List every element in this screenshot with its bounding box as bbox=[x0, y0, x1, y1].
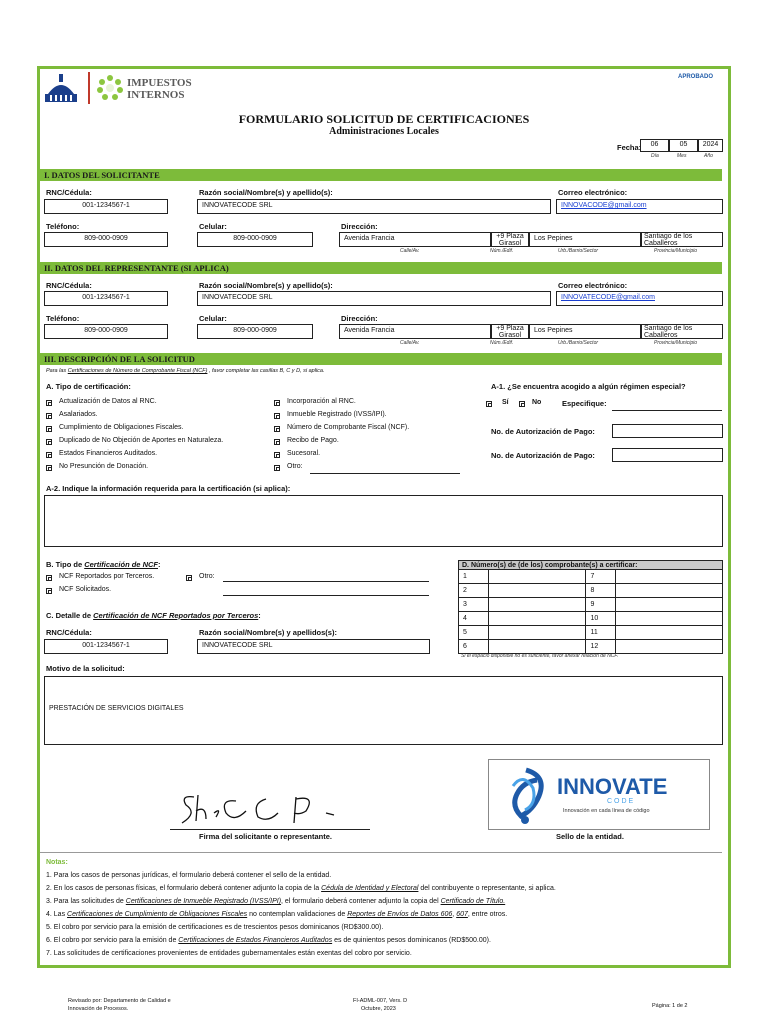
ncf-row bbox=[459, 626, 723, 640]
a-mid-5-label: Sucesoral. bbox=[287, 450, 321, 457]
stamp-sub: CODE bbox=[607, 798, 636, 805]
footer-revised-1: Revisado por: Departamento de Calidad e bbox=[68, 998, 171, 1004]
note-3c: , el formulario deberá contener adjunto la copia del bbox=[281, 898, 439, 905]
a-mid-2-checkbox[interactable] bbox=[274, 413, 280, 419]
footer-revised-2: Innovación de Procesos. bbox=[68, 1006, 129, 1012]
s2-prov-caption: Provincia/Municipio bbox=[654, 340, 698, 346]
fecha-day[interactable]: 06 bbox=[640, 139, 669, 152]
no-checkbox[interactable] bbox=[519, 401, 525, 407]
s2-razon-label: Razón social/Nombre(s) y apellido(s): bbox=[199, 281, 333, 290]
b-otro-label: Otro: bbox=[199, 573, 215, 580]
note-6 bbox=[46, 937, 491, 944]
s2-tel-field[interactable]: 809-000-0909 bbox=[44, 324, 168, 339]
ncf-number: 3 bbox=[459, 598, 489, 612]
ncf-number: 8 bbox=[586, 584, 616, 598]
fecha-year-caption: Año bbox=[704, 153, 713, 159]
s3-note bbox=[46, 368, 325, 374]
note-3 bbox=[46, 898, 505, 905]
fecha-month[interactable]: 05 bbox=[669, 139, 698, 152]
ncf-row bbox=[459, 612, 723, 626]
s1-razon-field[interactable]: INNOVATECODE SRL bbox=[197, 199, 551, 214]
b-opt-2-label: NCF Solicitados. bbox=[59, 586, 112, 593]
ncf-number: 2 bbox=[459, 584, 489, 598]
fecha-day-caption: Día bbox=[651, 153, 659, 159]
ncf-input[interactable] bbox=[488, 612, 586, 626]
si-checkbox[interactable] bbox=[486, 401, 492, 407]
s1-tel-field[interactable]: 809-000-0909 bbox=[44, 232, 168, 247]
c-link: Certificación de NCF Reportados por Terceros bbox=[93, 611, 259, 620]
form-subtitle: Administraciones Locales bbox=[329, 126, 439, 137]
a-left-1-checkbox[interactable] bbox=[46, 400, 52, 406]
s2-prov-field[interactable]: Santiago de los Caballeros bbox=[641, 324, 723, 339]
logo-text-1: IMPUESTOS bbox=[127, 77, 192, 89]
b-otro-line-2[interactable] bbox=[223, 595, 429, 596]
s1-num-field[interactable]: +9 Plaza Girasol bbox=[491, 232, 529, 247]
a-left-4-checkbox[interactable] bbox=[46, 439, 52, 445]
ncf-input[interactable] bbox=[616, 640, 723, 654]
a-left-3-checkbox[interactable] bbox=[46, 426, 52, 432]
b-opt-1-label: NCF Reportados por Terceros. bbox=[59, 573, 155, 580]
ncf-input[interactable] bbox=[488, 570, 586, 584]
s1-calle-field[interactable]: Avenida Francia bbox=[339, 232, 491, 247]
footer-page: Página: 1 de 2 bbox=[652, 1003, 688, 1009]
note-4g: , entre otros. bbox=[467, 911, 508, 918]
logo-text-2: INTERNOS bbox=[127, 89, 185, 101]
approved-label: APROBADO bbox=[678, 74, 714, 80]
s2-tel-label: Teléfono: bbox=[46, 314, 80, 323]
a-otro-line bbox=[310, 473, 460, 474]
a-label: A. Tipo de certificación: bbox=[46, 382, 131, 391]
ncf-input[interactable] bbox=[616, 612, 723, 626]
note-6a: 6. El cobro por servicio para la emisión de bbox=[46, 937, 177, 944]
dgii-logo-icon bbox=[96, 74, 124, 102]
note-3a: 3. Para las solicitudes de bbox=[46, 898, 124, 905]
a-mid-6-label: Otro: bbox=[287, 463, 303, 470]
note-4a: 4. Las bbox=[46, 911, 66, 918]
s2-urb-field[interactable]: Los Pepines bbox=[529, 324, 641, 339]
s1-prov-caption: Provincia/Municipio bbox=[654, 248, 698, 254]
aut2-field[interactable] bbox=[612, 448, 723, 462]
ncf-input[interactable] bbox=[616, 584, 723, 598]
ncf-number: 11 bbox=[586, 626, 616, 640]
especifique-label: Especifique: bbox=[562, 399, 607, 408]
s1-prov-field[interactable]: Santiago de los Caballeros bbox=[641, 232, 723, 247]
ncf-row bbox=[459, 584, 723, 598]
d-header: D. Número(s) de (de los) comprobante(s) a certificar: bbox=[458, 560, 723, 570]
s2-cel-field[interactable]: 809-000-0909 bbox=[197, 324, 313, 339]
c-rnc-field[interactable]: 001-1234567-1 bbox=[44, 639, 168, 654]
s1-num-caption: Núm./Edif. bbox=[490, 248, 514, 254]
s1-urb-field[interactable]: Los Pepines bbox=[529, 232, 641, 247]
motivo-value[interactable]: PRESTACIÓN DE SERVICIOS DIGITALES bbox=[49, 705, 184, 712]
s2-urb-caption: Urb./Barrio/Sector bbox=[558, 340, 599, 346]
sello-label: Sello de la entidad. bbox=[556, 832, 624, 841]
a-left-6-label: No Presunción de Donación. bbox=[59, 463, 149, 470]
a-mid-1-label: Incorporación al RNC. bbox=[287, 398, 356, 405]
ncf-number: 6 bbox=[459, 640, 489, 654]
aut1-field[interactable] bbox=[612, 424, 723, 438]
a-mid-3-checkbox[interactable] bbox=[274, 426, 280, 432]
company-stamp bbox=[488, 759, 710, 830]
b-otro-checkbox[interactable] bbox=[186, 575, 192, 581]
firma-label: Firma del solicitante o representante. bbox=[199, 832, 332, 841]
s2-num-field[interactable]: +9 Plaza Girasol bbox=[491, 324, 529, 339]
s1-cel-field[interactable]: 809-000-0909 bbox=[197, 232, 313, 247]
s2-razon-field[interactable]: INNOVATECODE SRL bbox=[197, 291, 551, 306]
ncf-input[interactable] bbox=[488, 640, 586, 654]
ncf-input[interactable] bbox=[616, 570, 723, 584]
s3-note-pre: Para las bbox=[46, 368, 67, 374]
note-6c: es de quinientos pesos dominicanos (RD$500.00). bbox=[334, 937, 491, 944]
a-mid-4-label: Recibo de Pago. bbox=[287, 437, 339, 444]
a-left-1-label: Actualización de Datos al RNC. bbox=[59, 398, 157, 405]
note-6b: Certificaciones de Estados Financieros Auditados bbox=[178, 937, 333, 944]
note-3b: Certificaciones de Inmueble Registrado (IVSS/IPI) bbox=[125, 898, 282, 905]
a1-label: A-1. ¿Se encuentra acogido a algún régimen especial? bbox=[491, 382, 686, 391]
c-razon-label: Razón social/Nombre(s) y apellidos(s): bbox=[199, 628, 337, 637]
note-2a: 2. En los casos de personas físicas, el formulario deberá contener adjunto la copia de la bbox=[46, 885, 320, 892]
a-mid-3-label: Número de Comprobante Fiscal (NCF). bbox=[287, 424, 410, 431]
note-3d: Certificado de Título. bbox=[440, 898, 506, 905]
b-opt-2-checkbox[interactable] bbox=[46, 588, 52, 594]
s1-correo-label: Correo electrónico: bbox=[558, 188, 628, 197]
s3-note-link: Certificaciones de Número de Comprobante Fiscal (NCF) bbox=[67, 368, 208, 374]
a2-label: A-2. Indique la información requerida para la certificación (si aplica): bbox=[46, 484, 291, 493]
especifique-line[interactable] bbox=[612, 410, 722, 411]
fecha-month-caption: Mes bbox=[677, 153, 687, 159]
c-pre: C. Detalle de bbox=[46, 611, 92, 620]
s1-correo-value[interactable]: INNOVACODE@gmail.com bbox=[561, 202, 647, 209]
government-logo bbox=[42, 72, 80, 104]
ncf-row bbox=[459, 640, 723, 654]
s1-dir-label: Dirección: bbox=[341, 222, 378, 231]
a-mid-1-checkbox[interactable] bbox=[274, 400, 280, 406]
ncf-number: 10 bbox=[586, 612, 616, 626]
stamp-name: INNOVATE bbox=[557, 774, 668, 799]
s2-correo-value[interactable]: INNOVATECODE@gmail.com bbox=[561, 294, 655, 301]
s2-correo-field[interactable] bbox=[556, 291, 723, 306]
s1-rnc-field[interactable]: 001-1234567-1 bbox=[44, 199, 168, 214]
a-left-3-label: Cumplimiento de Obligaciones Fiscales. bbox=[59, 424, 184, 431]
a2-textarea[interactable] bbox=[44, 495, 723, 547]
notes-divider bbox=[40, 852, 722, 853]
ncf-number: 4 bbox=[459, 612, 489, 626]
a-left-5-checkbox[interactable] bbox=[46, 452, 52, 458]
note-4d: Reportes de Envíos de Datos 606 bbox=[347, 911, 453, 918]
c-razon-field[interactable]: INNOVATECODE SRL bbox=[197, 639, 430, 654]
ncf-number: 1 bbox=[459, 570, 489, 584]
s1-urb-caption: Urb./Barrio/Sector bbox=[558, 248, 599, 254]
s2-rnc-field[interactable]: 001-1234567-1 bbox=[44, 291, 168, 306]
footer-date: Octubre, 2023 bbox=[361, 1006, 396, 1012]
d-note: Si el espacio disponible no es suficiente, favor anexar relación de NCF. bbox=[461, 653, 619, 659]
b-link: Certificación de NCF bbox=[84, 560, 158, 569]
section-1-header: I. DATOS DEL SOLICITANTE bbox=[40, 169, 722, 181]
b-label bbox=[46, 560, 160, 569]
ncf-input[interactable] bbox=[616, 598, 723, 612]
ncf-number: 9 bbox=[586, 598, 616, 612]
note-4e: , bbox=[452, 911, 455, 918]
section-3-header: III. DESCRIPCIÓN DE LA SOLICITUD bbox=[40, 353, 722, 365]
stamp-tagline: Innovación en cada línea de código bbox=[563, 808, 650, 814]
note-4 bbox=[46, 911, 507, 918]
form-title: FORMULARIO SOLICITUD DE CERTIFICACIONES bbox=[238, 112, 530, 126]
a-left-2-label: Asalariados. bbox=[59, 411, 98, 418]
s1-tel-label: Teléfono: bbox=[46, 222, 80, 231]
s1-correo-field[interactable] bbox=[556, 199, 723, 214]
c-rnc-label: RNC/Cédula: bbox=[46, 628, 92, 637]
note-2b: Cédula de Identidad y Electoral bbox=[321, 885, 419, 892]
s1-cel-label: Celular: bbox=[199, 222, 227, 231]
c-post: : bbox=[258, 611, 261, 620]
no-label: No bbox=[532, 399, 542, 406]
aut2-label: No. de Autorización de Pago: bbox=[491, 451, 595, 460]
s2-dir-label: Dirección: bbox=[341, 314, 378, 323]
a-mid-5-checkbox[interactable] bbox=[274, 452, 280, 458]
note-5: 5. El cobro por servicio para la emisión de certificaciones es de trescientos pesos dominicanos (RD$300.00). bbox=[46, 924, 384, 931]
note-2c: del contribuyente o representante, si aplica. bbox=[420, 885, 556, 892]
c-label bbox=[46, 611, 261, 620]
s1-razon-label: Razón social/Nombre(s) y apellido(s): bbox=[199, 188, 333, 197]
signature-image bbox=[176, 783, 366, 828]
a-mid-6-checkbox[interactable] bbox=[274, 465, 280, 471]
s2-correo-label: Correo electrónico: bbox=[558, 281, 628, 290]
b-otro-line-1[interactable] bbox=[223, 581, 429, 582]
ncf-input[interactable] bbox=[488, 584, 586, 598]
a-mid-2-label: Inmueble Registrado (IVSS/IPI). bbox=[287, 411, 387, 418]
logo-divider bbox=[88, 72, 90, 104]
fecha-label: Fecha: bbox=[617, 143, 642, 152]
ncf-number: 7 bbox=[586, 570, 616, 584]
a-left-4-label: Duplicado de No Objeción de Aportes en Naturaleza. bbox=[59, 437, 224, 444]
b-opt-1-checkbox[interactable] bbox=[46, 575, 52, 581]
ncf-input[interactable] bbox=[488, 598, 586, 612]
ncf-table bbox=[458, 569, 723, 654]
a-left-5-label: Estados Financieros Auditados. bbox=[59, 450, 158, 457]
note-1: 1. Para los casos de personas jurídicas, el formulario deberá contener el sello de la entidad. bbox=[46, 872, 332, 879]
signature-line bbox=[170, 829, 370, 830]
section-2-header: II. DATOS DEL REPRESENTANTE (SI APLICA) bbox=[40, 262, 722, 274]
ncf-number: 12 bbox=[586, 640, 616, 654]
notes-title: Notas: bbox=[46, 859, 68, 866]
ncf-number: 5 bbox=[459, 626, 489, 640]
s1-rnc-label: RNC/Cédula: bbox=[46, 188, 92, 197]
note-2 bbox=[46, 885, 556, 892]
note-7: 7. Las solicitudes de certificaciones provenientes de entidades gubernamentales están exentas del cobro por servicio. bbox=[46, 950, 412, 957]
fecha-year[interactable]: 2024 bbox=[698, 139, 723, 152]
s2-calle-field[interactable]: Avenida Francia bbox=[339, 324, 491, 339]
stamp-swirl-icon bbox=[503, 766, 549, 826]
ncf-row bbox=[459, 570, 723, 584]
s2-cel-label: Celular: bbox=[199, 314, 227, 323]
a-left-2-checkbox[interactable] bbox=[46, 413, 52, 419]
b-pre: B. Tipo de bbox=[46, 560, 83, 569]
footer-code: FI-ADML-007, Vers. D bbox=[353, 998, 408, 1004]
s3-note-post: , favor completar las casillas B, C y D, si aplica. bbox=[208, 368, 325, 374]
a-mid-4-checkbox[interactable] bbox=[274, 439, 280, 445]
motivo-label: Motivo de la solicitud: bbox=[46, 664, 125, 673]
s2-num-caption: Núm./Edif. bbox=[490, 340, 514, 346]
ncf-input[interactable] bbox=[488, 626, 586, 640]
b-post: : bbox=[157, 560, 161, 569]
note-4f: 607 bbox=[456, 911, 468, 918]
a-left-6-checkbox[interactable] bbox=[46, 465, 52, 471]
motivo-textarea[interactable] bbox=[44, 676, 723, 745]
note-4c: no contemplan validaciones de bbox=[249, 911, 346, 918]
ncf-row bbox=[459, 598, 723, 612]
aut1-label: No. de Autorización de Pago: bbox=[491, 427, 595, 436]
s1-calle-caption: Calle/Av. bbox=[400, 248, 420, 254]
s2-calle-caption: Calle/Av. bbox=[400, 340, 420, 346]
note-4b: Certificaciones de Cumplimiento de Obligaciones Fiscales bbox=[67, 911, 248, 918]
si-label: Sí bbox=[502, 399, 509, 406]
s2-rnc-label: RNC/Cédula: bbox=[46, 281, 92, 290]
ncf-input[interactable] bbox=[616, 626, 723, 640]
